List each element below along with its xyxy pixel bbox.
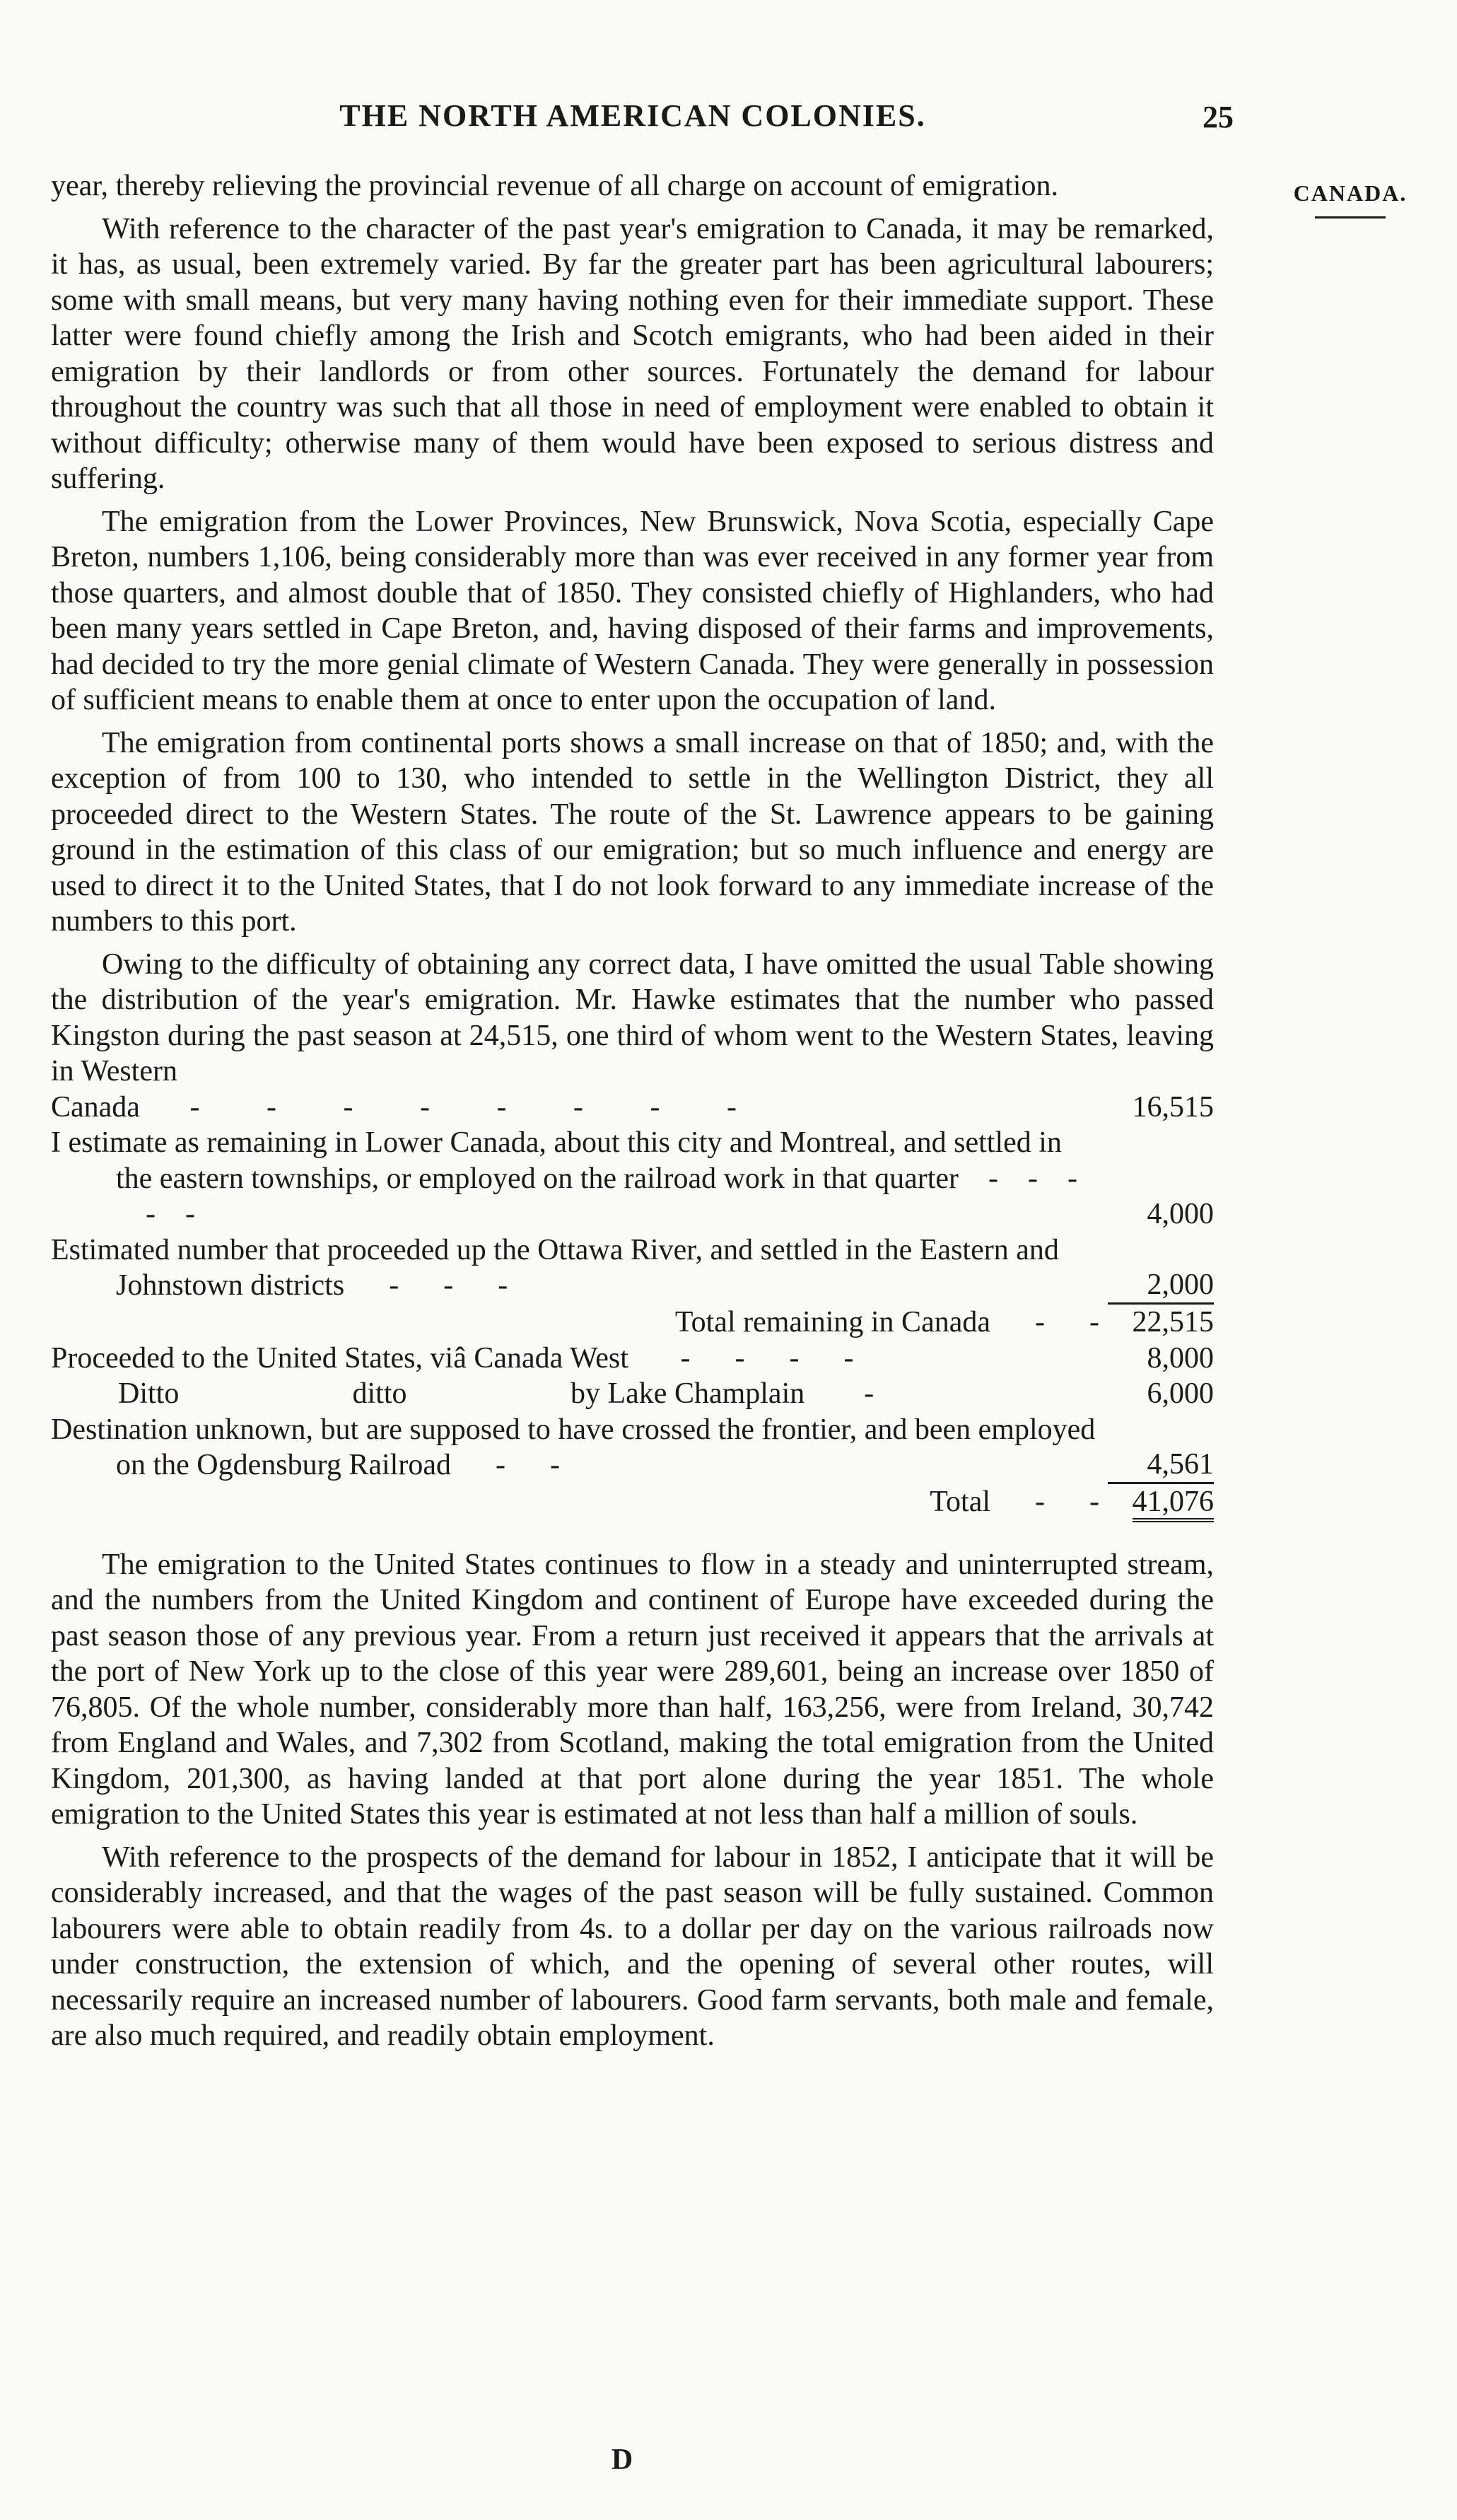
- table-row: Proceeded to the United States, viâ Canada West - - - - 8,000: [51, 1341, 1214, 1377]
- paragraph: The emigration from the Lower Provinces, New Brunswick, Nova Scotia, especially Cape Breton, numbers 1,106, being considerably more than was ever received in any former year from those quarters, and almost double that of 1850. They consisted chiefly of Highlanders, who had been many years settled in Cape Breton, and, having disposed of their farms and improvements, had decided to try the more genial climate of Western Canada. They were generally in possession of sufficient means to enable them at once to enter upon the occupation of land.: [51, 505, 1214, 716]
- table-row: [51, 1090, 1214, 1126]
- table-row: [51, 1412, 1214, 1483]
- side-note-rule: [1315, 216, 1386, 218]
- page-number: 25: [1203, 100, 1234, 134]
- paragraph: With reference to the character of the past year's emigration to Canada, it may be remarked, it has, as usual, been extremely varied. By far the greater part has been agricultural labourers; some with small means, but very many having nothing even for their immediate support. These latter were found chiefly among the Irish and Scotch emigrants, who had been aided in their emigration by their landlords or from other sources. Fortunately the demand for labour throughout the country was such that all those in need of employment were enabled to obtain it without difficulty; otherwise many of them would have been exposed to serious distress and suffering.: [51, 212, 1214, 495]
- row-label: Destination unknown, but are supposed to have crossed the frontier, and been employed on the Ogdensburg Railroad - -: [51, 1413, 1096, 1481]
- table-row: [51, 1232, 1214, 1304]
- paragraph: With reference to the prospects of the demand for labour in 1852, I anticipate that it will be considerably increased, and that the wages of the past season will be fully sustained. Common labourers were able to obtain readily from 4s. to a dollar per day on the various railroads now under construction, the extension of which, and the opening of several other routes, will necessarily require an increased number of labourers. Good farm servants, both male and female, are also much required, and readily obtain employment.: [51, 1841, 1214, 2052]
- row-label: I estimate as remaining in Lower Canada, about this city and Montreal, and settled in the eastern townships, or employed on the railroad work in that quarter - - - - -: [51, 1126, 1077, 1230]
- row-label: by Lake Champlain: [570, 1377, 805, 1410]
- row-value: 4,000: [1147, 1198, 1214, 1230]
- paragraph: year, thereby relieving the provincial revenue of all charge on account of emigration.: [51, 170, 1058, 202]
- row-label: Canada: [51, 1090, 140, 1124]
- paragraph: The emigration to the United States continues to flow in a steady and uninterrupted stream, and the numbers from the United Kingdom and continent of Europe have exceeded during the past season those of any previous year. From a return just received it appears that the arrivals at the port of New York up to the close of this year were 289,601, being an increase over 1850 of 76,805. Of the whole number, considerably more than half, 163,256, were from Ireland, 30,742 from England and Wales, and 7,302 from Scotland, making the total emigration from the United Kingdom, 201,300, as having landed at that port alone during the year 1851. The whole emigration to the United States this year is estimated at not less than half a million of souls.: [51, 1548, 1214, 1831]
- total-value: 41,076: [1133, 1486, 1215, 1522]
- paragraph: Owing to the difficulty of obtaining any correct data, I have omitted the usual Table showing the distribution of the year's emigration. Mr. Hawke estimates that the number who passed Kingston during the past season at 24,515, one third of whom went to the Western States, leaving in Western: [51, 947, 1214, 1087]
- leader-dots: - - - - - - - -: [189, 1090, 737, 1124]
- row-value: 6,000: [1147, 1377, 1214, 1410]
- row-value: 2,000: [1108, 1232, 1214, 1304]
- row-value: 8,000: [1147, 1341, 1214, 1375]
- subtotal-value: 22,515: [1132, 1306, 1214, 1338]
- table-row-subtotal: Total remaining in Canada - - 22,515: [51, 1304, 1214, 1341]
- signature-mark: D: [611, 2444, 633, 2476]
- spacer: [51, 1520, 1214, 1547]
- row-value: 4,561: [1108, 1412, 1214, 1483]
- total-label: Total: [930, 1486, 990, 1518]
- subtotal-label: Total remaining in Canada: [674, 1306, 990, 1338]
- emigration-table: [51, 1090, 1214, 1520]
- body-text: [51, 168, 1214, 2061]
- side-note: [1280, 180, 1421, 218]
- table-row: [51, 1125, 1214, 1232]
- paragraph: The emigration from continental ports shows a small increase on that of 1850; and, with the exception of from 100 to 130, who intended to settle in the Wellington District, they all proceeded direct to the Western States. The route of the St. Lawrence appears to be gaining ground in the estimation of this class of our emigration; but so much influence and energy are used to direct it to the United States, that I do not look forward to any immediate increase of the numbers to this port.: [51, 726, 1214, 938]
- side-note-label: CANADA.: [1293, 180, 1408, 206]
- row-label: Estimated number that proceeded up the Ottawa River, and settled in the Eastern and Johnstown districts - - -: [51, 1233, 1059, 1302]
- table-row: Ditto ditto by Lake Champlain - 6,000: [51, 1376, 1214, 1412]
- table-row-total: Total - - 41,076: [51, 1483, 1214, 1520]
- ditto-label: ditto: [352, 1377, 407, 1410]
- running-head: THE NORTH AMERICAN COLONIES.: [339, 98, 926, 133]
- ditto-label: Ditto: [118, 1377, 180, 1410]
- row-value: 16,515: [1132, 1090, 1214, 1124]
- row-label: Proceeded to the United States, viâ Canada West: [51, 1341, 628, 1375]
